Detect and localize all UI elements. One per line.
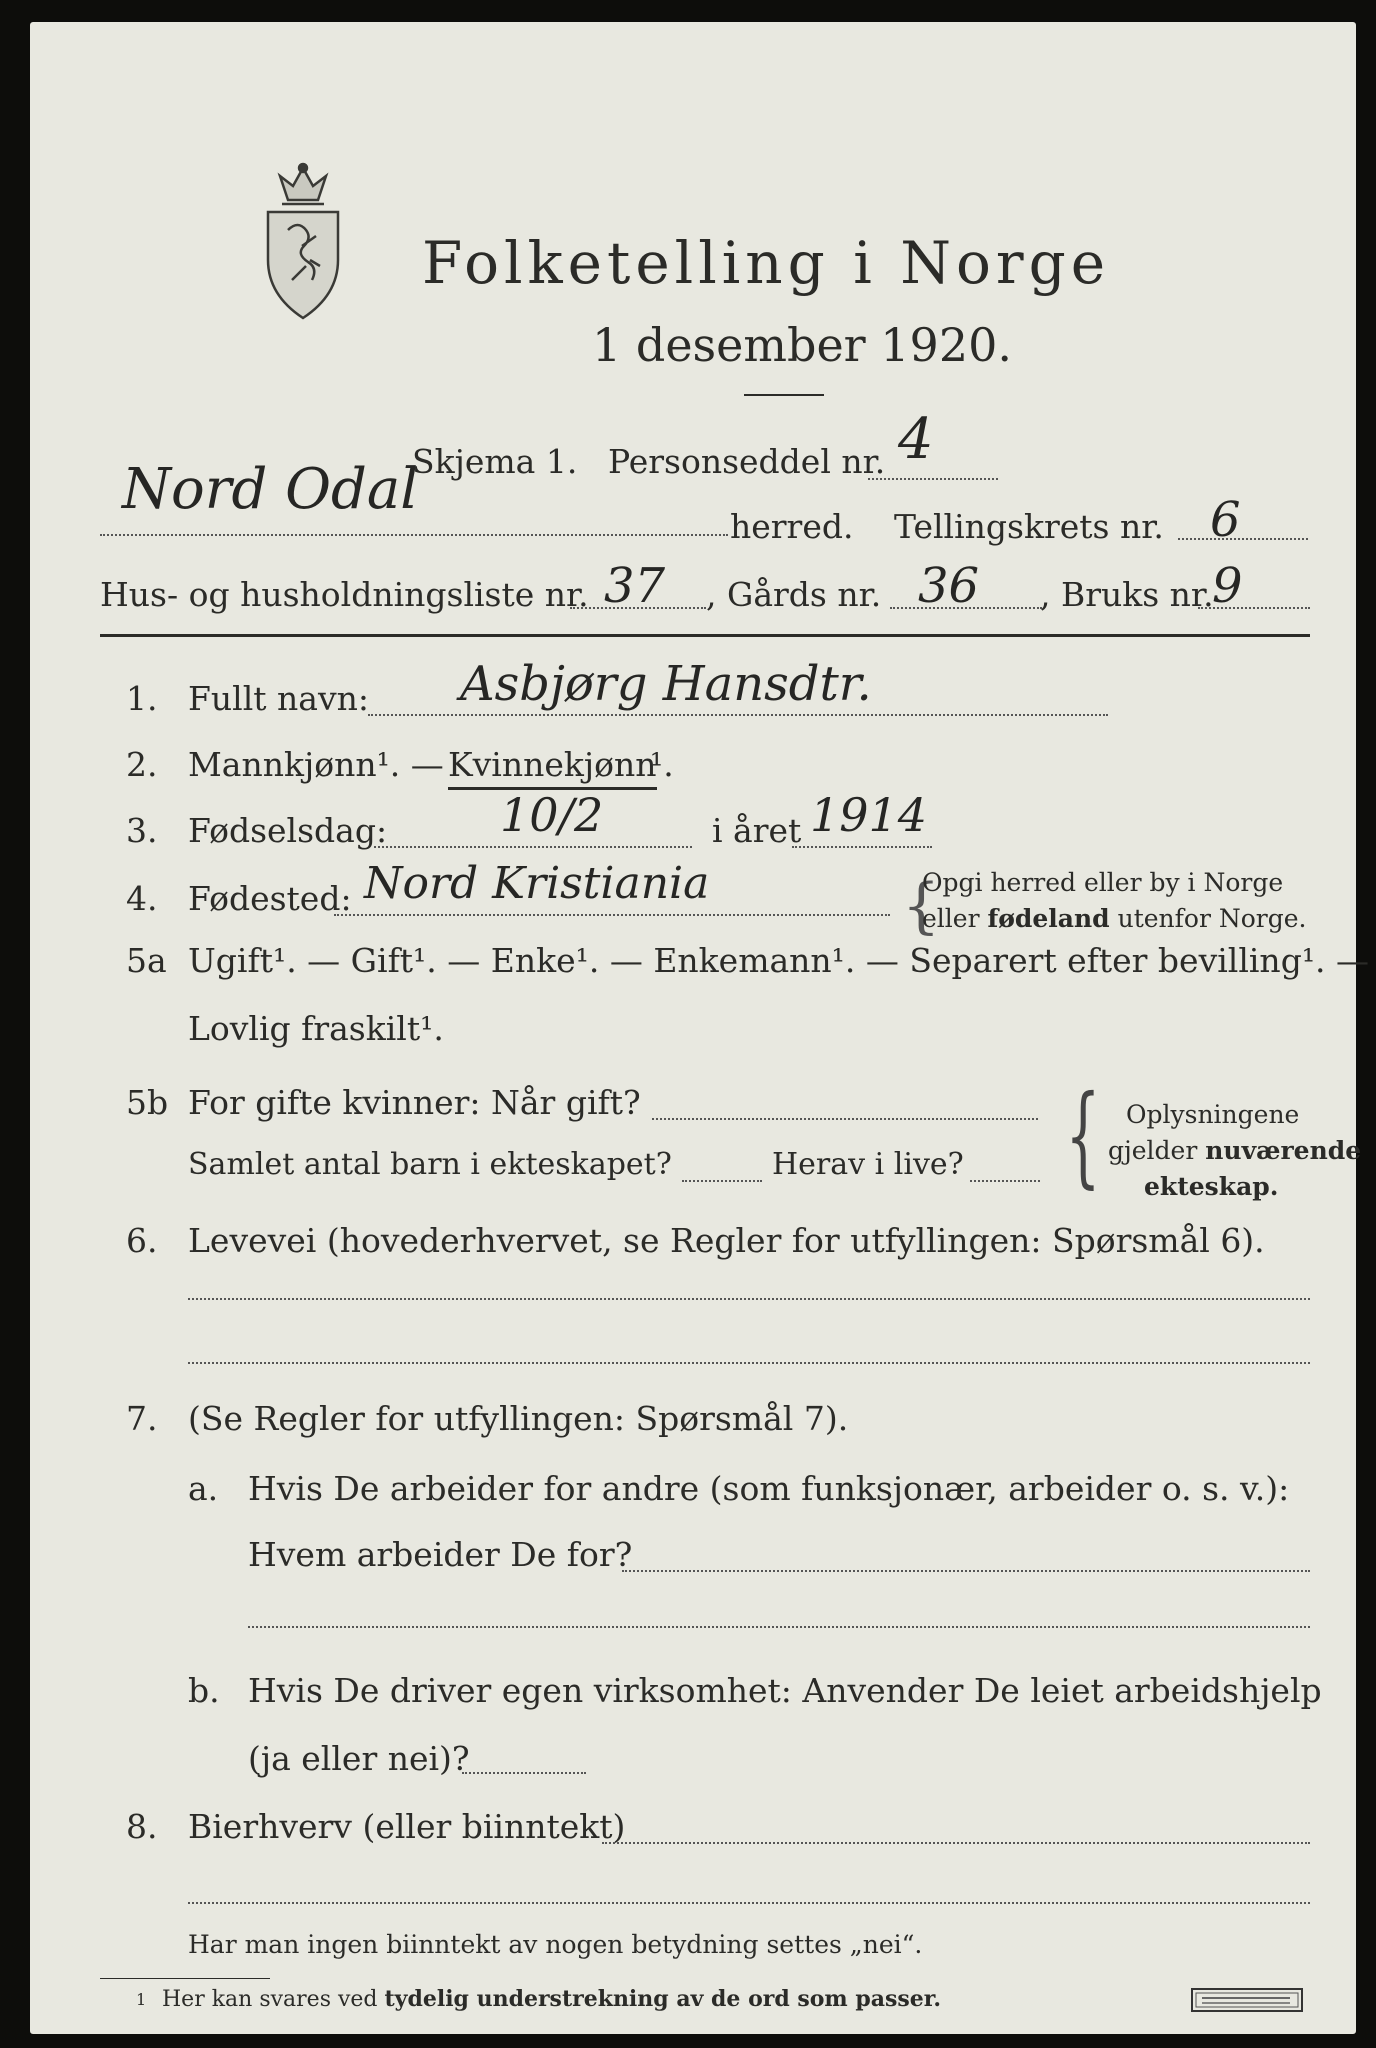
q7b-letter: b. bbox=[188, 1671, 220, 1710]
q5b-number: 5b bbox=[126, 1083, 169, 1122]
q5b-children-label: Samlet antal barn i ekteskapet? bbox=[188, 1147, 672, 1182]
schema-label: Skjema 1. bbox=[412, 442, 578, 481]
q1-name-value[interactable]: Asbjørg Hansdtr. bbox=[460, 656, 872, 712]
tellingskrets-line bbox=[1178, 538, 1308, 540]
q3-birthday-value[interactable]: 10/2 bbox=[500, 788, 604, 842]
herred-line bbox=[100, 534, 728, 536]
personseddel-line bbox=[868, 478, 998, 480]
form-title: Folketelling i Norge bbox=[422, 229, 1111, 297]
q4-label: Fødested: bbox=[188, 879, 352, 918]
q5b-children-line bbox=[682, 1180, 762, 1182]
q3-year-value[interactable]: 1914 bbox=[810, 788, 928, 842]
q7b-yes-no-label: (ja eller nei)? bbox=[248, 1739, 470, 1778]
q6-number: 6. bbox=[126, 1221, 158, 1260]
bruks-label: , Bruks nr. bbox=[1040, 575, 1214, 614]
footnote-divider bbox=[100, 1978, 270, 1979]
q4-note-brace: { bbox=[902, 871, 941, 941]
q5b-brace: { bbox=[1065, 1071, 1101, 1199]
q1-number: 1. bbox=[126, 679, 158, 718]
personseddel-value[interactable]: 4 bbox=[898, 407, 934, 472]
q5b-note-line3: ekteskap. bbox=[1144, 1172, 1279, 1201]
stamp-icon bbox=[1190, 1986, 1304, 2014]
footer-note: Har man ingen biinntekt av nogen betydning settes „nei“. bbox=[188, 1930, 923, 1959]
q5b-note2-part1: gjelder bbox=[1108, 1136, 1206, 1165]
herred-value[interactable]: Nord Odal bbox=[122, 457, 419, 522]
q6-text: Levevei (hovederhvervet, se Regler for utfyllingen: Spørsmål 6). bbox=[188, 1221, 1265, 1260]
gards-label: , Gårds nr. bbox=[706, 575, 882, 614]
census-date: 1 desember 1920. bbox=[592, 318, 1012, 372]
q2-number: 2. bbox=[126, 745, 158, 784]
q5a-options[interactable]: Ugift¹. — Gift¹. — Enke¹. — Enkemann¹. — Separert efter bevilling¹. — bbox=[188, 941, 1370, 980]
q5b-note2-bold: nuværende bbox=[1205, 1136, 1362, 1165]
header-divider bbox=[100, 634, 1310, 637]
q8-number: 8. bbox=[126, 1807, 158, 1846]
q2-female-option[interactable]: Kvinnekjønn bbox=[448, 748, 657, 790]
q8-text: Bierhverv (eller biinntekt) bbox=[188, 1807, 626, 1846]
q5b-note-line2 bbox=[1108, 1138, 1361, 1163]
q3-number: 3. bbox=[126, 811, 158, 850]
q3-label: Fødselsdag: bbox=[188, 811, 388, 850]
q4-note2-bold: fødeland bbox=[987, 904, 1110, 933]
q5b-alive-line bbox=[970, 1180, 1040, 1182]
q7a-employer-label: Hvem arbeider De for? bbox=[248, 1535, 633, 1574]
q4-note-line1: Opgi herred eller by i Norge bbox=[922, 868, 1284, 897]
q8-line-2 bbox=[188, 1902, 1310, 1904]
husliste-label: Hus- og husholdningsliste nr. bbox=[100, 575, 589, 614]
q7a-text: Hvis De arbeider for andre (som funksjonær, arbeider o. s. v.): bbox=[248, 1469, 1290, 1508]
q1-label: Fullt navn: bbox=[188, 679, 369, 718]
q3-year-line bbox=[792, 846, 932, 848]
q4-birthplace-value[interactable]: Nord Kristiania bbox=[364, 858, 710, 909]
footnote-number: 1 bbox=[136, 1990, 147, 2009]
q5a-options-2[interactable]: Lovlig fraskilt¹. bbox=[188, 1009, 444, 1048]
bruks-value[interactable]: 9 bbox=[1212, 558, 1243, 614]
gards-value[interactable]: 36 bbox=[918, 558, 980, 614]
personseddel-label: Personseddel nr. bbox=[608, 442, 886, 481]
herred-label: herred. bbox=[730, 507, 854, 546]
tellingskrets-value[interactable]: 6 bbox=[1210, 492, 1241, 548]
q5b-married-when-label: For gifte kvinner: Når gift? bbox=[188, 1083, 641, 1122]
q3-year-label: i året bbox=[712, 811, 802, 850]
norwegian-coat-of-arms-icon bbox=[258, 160, 348, 320]
q7b-line bbox=[462, 1772, 586, 1774]
tellingskrets-label: Tellingskrets nr. bbox=[894, 507, 1164, 546]
q1-line bbox=[368, 714, 1108, 716]
q5a-number: 5a bbox=[126, 941, 167, 980]
q4-note2-part3: utenfor Norge. bbox=[1109, 904, 1307, 933]
q7a-employer-line bbox=[622, 1570, 1310, 1572]
q6-line-1 bbox=[188, 1298, 1310, 1300]
census-form bbox=[30, 22, 1370, 2034]
q7-text: (Se Regler for utfyllingen: Spørsmål 7). bbox=[188, 1399, 849, 1438]
q5b-alive-label: Herav i live? bbox=[772, 1147, 964, 1182]
footnote-bold: tydelig understrekning av de ord som passer. bbox=[384, 1986, 942, 2012]
q2-male-option[interactable]: Mannkjønn¹. — bbox=[188, 745, 444, 784]
q2-footnote-mark: ¹. bbox=[650, 745, 674, 784]
footnote-part1: Her kan svares ved bbox=[162, 1987, 385, 2012]
q5b-note-line1: Oplysningene bbox=[1126, 1100, 1300, 1129]
q6-line-2 bbox=[188, 1362, 1310, 1364]
footnote-text bbox=[162, 1988, 941, 2011]
q4-note-line2 bbox=[922, 906, 1306, 931]
q4-note2-part1: eller bbox=[922, 904, 988, 933]
q4-line bbox=[334, 914, 890, 916]
q7-number: 7. bbox=[126, 1399, 158, 1438]
q7a-letter: a. bbox=[188, 1469, 219, 1508]
q4-number: 4. bbox=[126, 879, 158, 918]
q8-line-1 bbox=[602, 1842, 1310, 1844]
husliste-value[interactable]: 37 bbox=[604, 558, 666, 614]
q7a-line-2 bbox=[248, 1626, 1310, 1628]
q5b-married-line bbox=[652, 1118, 1038, 1120]
q3-line bbox=[374, 846, 692, 848]
q7b-text: Hvis De driver egen virksomhet: Anvender De leiet arbeidshjelp bbox=[248, 1671, 1322, 1710]
title-divider bbox=[744, 394, 824, 396]
